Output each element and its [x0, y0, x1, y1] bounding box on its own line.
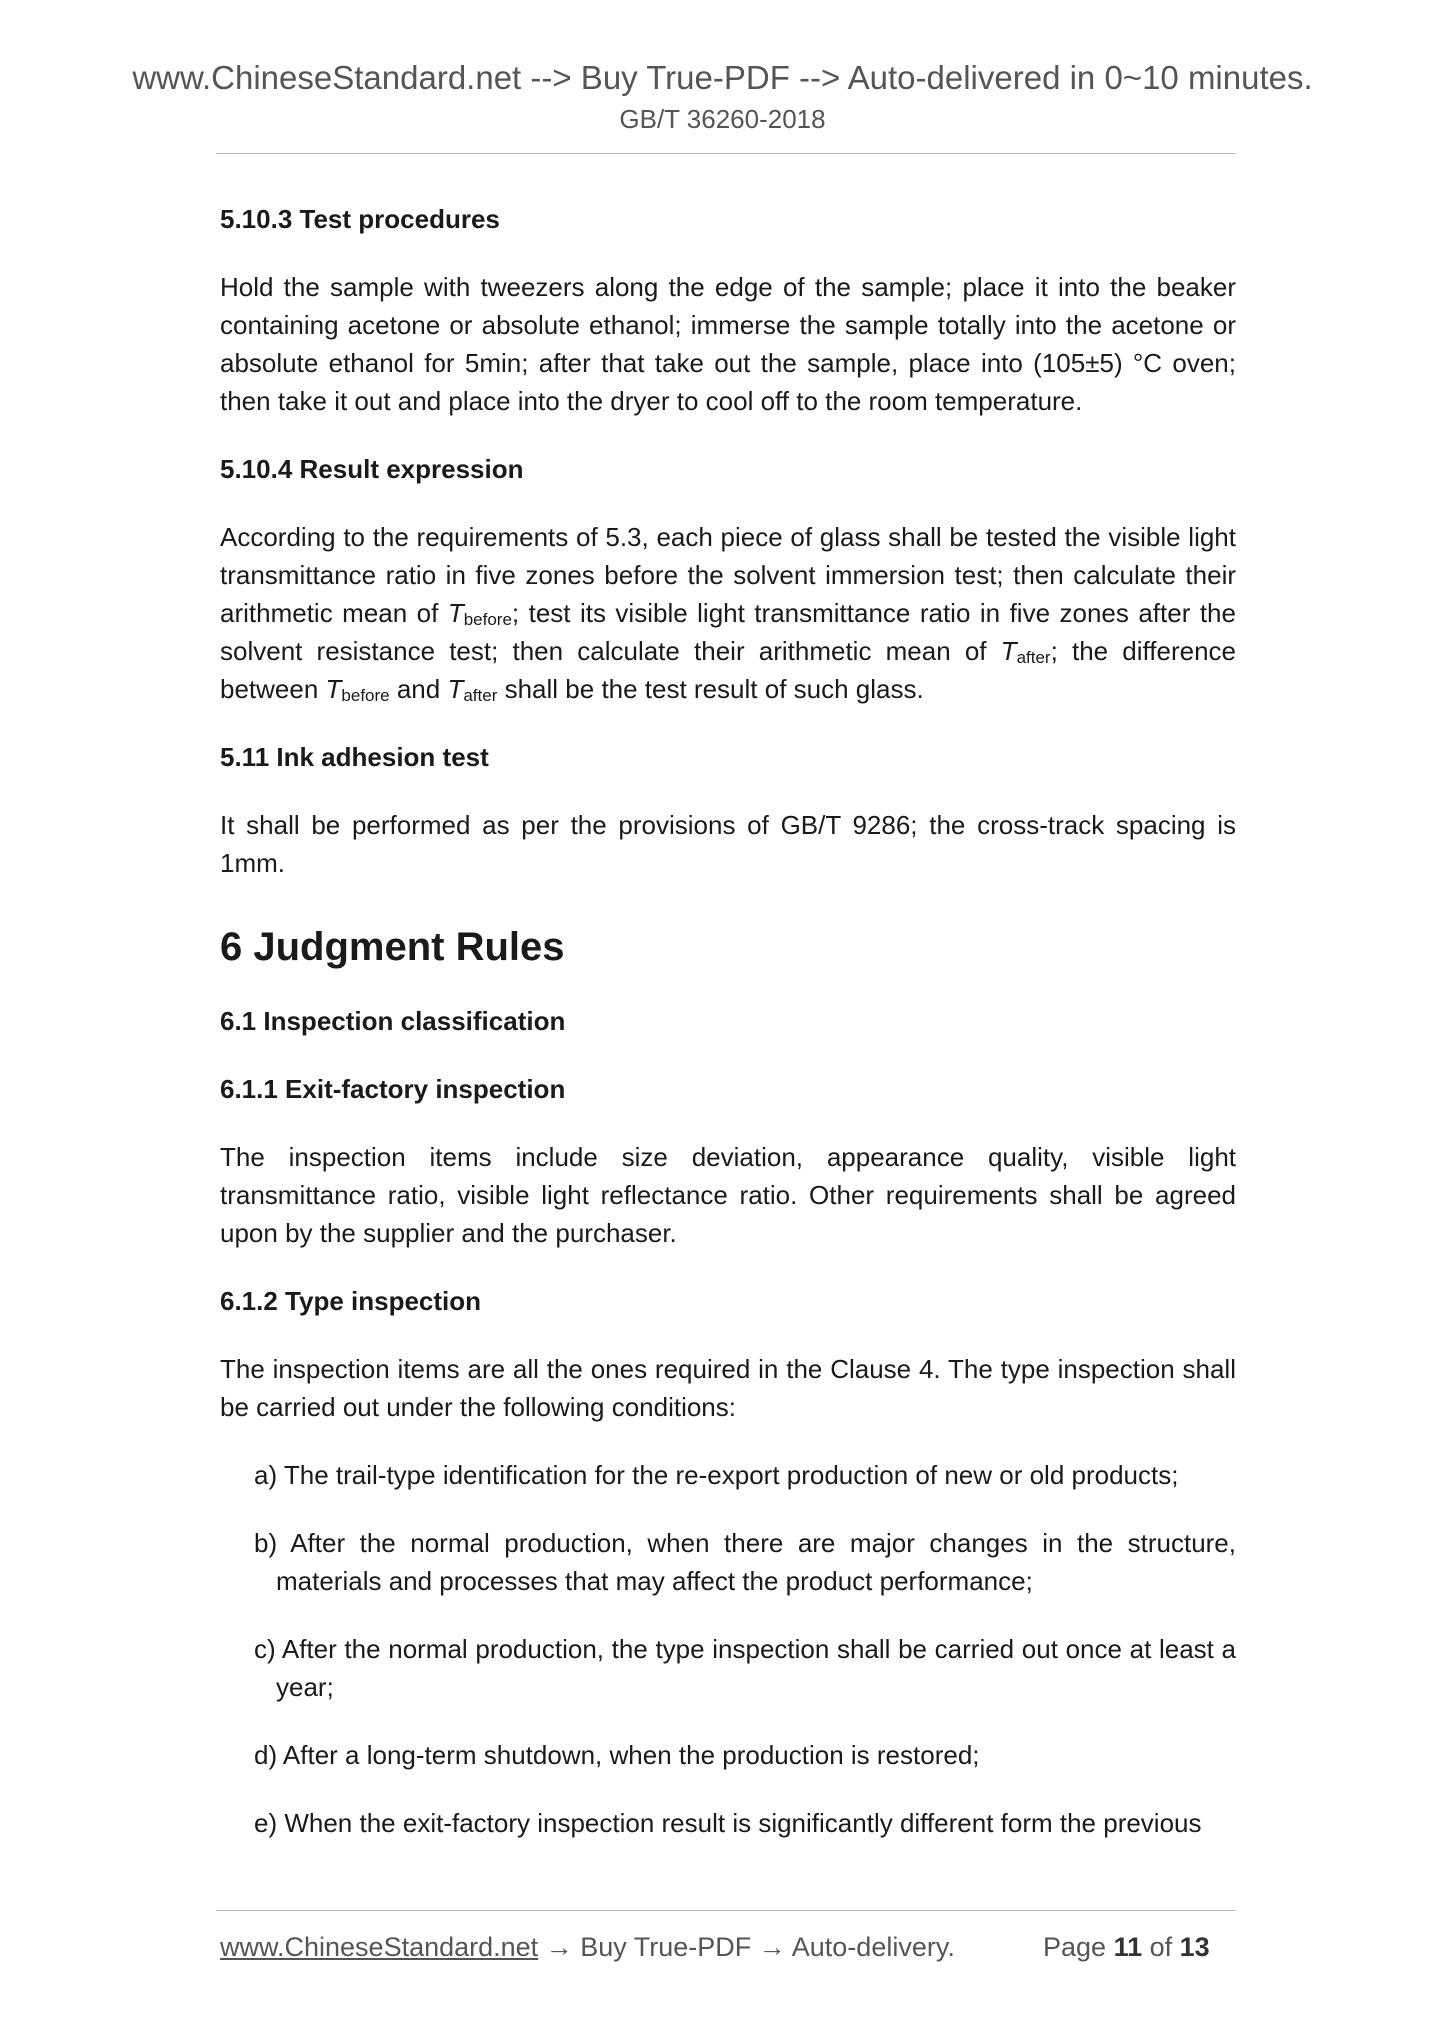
subscript-after: after: [1016, 648, 1051, 667]
heading-6-1: 6.1 Inspection classification: [220, 1006, 566, 1036]
footer-links: [220, 1930, 955, 1964]
footer-delivery-text: Auto-delivery.: [791, 1932, 955, 1962]
heading-5-10-3: 5.10.3 Test procedures: [220, 204, 500, 234]
footer-site-link[interactable]: www.ChineseStandard.net: [220, 1932, 539, 1962]
heading-6-1-1: 6.1.1 Exit-factory inspection: [220, 1074, 566, 1104]
paragraph-5-10-4: According to the requirements of 5.3, each piece of glass shall be tested the visible light transmittance ratio in five zones before the solvent immersion test; then calculate their arithmetic mean of $T_{before}$; test its visible light transmittance ratio in five zones after the solvent resistance test; then calculate their arithmetic mean of $T_{after}$; the difference between $T_{before}$ and $T_{after}$ shall be the test result of such glass.: [220, 522, 1236, 705]
subscript-before: before: [463, 610, 512, 629]
paragraph-5-11: It shall be performed as per the provisions of GB/T 9286; the cross-track spacing is 1mm.: [220, 810, 1236, 878]
t-symbol: T: [447, 674, 464, 704]
paragraph-6-1-1: The inspection items include size deviation, appearance quality, visible light transmittance ratio, visible light reflectance ratio. Other requirements shall be agreed upon by the supplier and the purchaser.: [220, 1142, 1236, 1248]
heading-5-10-4: 5.10.4 Result expression: [220, 454, 524, 484]
list-item-a: a) The trail-type identification for the re-export production of new or old products;: [254, 1460, 1179, 1490]
arrow-icon: →: [751, 1932, 792, 1962]
page-indicator: Page 11 of 13: [1043, 1932, 1210, 1962]
paragraph-5-10-3: Hold the sample with tweezers along the edge of the sample; place it into the beaker containing acetone or absolute ethanol; immerse the sample totally into the acetone or absolute ethanol for 5min; after that take out the sample, place into (105±5) °C oven; then take it out and place into the dryer to cool off to the room temperature.: [220, 272, 1236, 416]
subscript-after: after: [463, 686, 498, 705]
footer-buy-text: Buy True-PDF: [580, 1932, 752, 1962]
list-item-c: c) After the normal production, the type inspection shall be carried out once at least a year;: [254, 1634, 1236, 1702]
t-symbol: T: [1000, 636, 1017, 666]
subscript-before: before: [341, 686, 390, 705]
page-number: 11: [1113, 1932, 1143, 1962]
header-divider: [216, 153, 1236, 154]
t-symbol: T: [447, 598, 464, 628]
page-total: 13: [1179, 1932, 1210, 1962]
arrow-icon: →: [538, 1932, 581, 1962]
list-item-b: b) After the normal production, when there are major changes in the structure, materials and processes that may affect the product performance;: [254, 1528, 1236, 1596]
list-item-d: d) After a long-term shutdown, when the production is restored;: [254, 1740, 980, 1770]
header-banner: www.ChineseStandard.net --> Buy True-PDF --> Auto-delivered in 0~10 minutes.: [132, 59, 1313, 96]
t-symbol: T: [325, 674, 342, 704]
footer-divider: [216, 1910, 1236, 1911]
heading-6-1-2: 6.1.2 Type inspection: [220, 1286, 482, 1316]
page-content: [220, 200, 1236, 1842]
standard-number: GB/T 36260-2018: [619, 104, 826, 134]
list-item-e: e) When the exit-factory inspection result is significantly different form the previous: [254, 1808, 1202, 1838]
heading-5-11: 5.11 Ink adhesion test: [220, 742, 489, 772]
heading-6: 6 Judgment Rules: [220, 925, 565, 969]
paragraph-6-1-2: The inspection items are all the ones required in the Clause 4. The type inspection shall be carried out under the following conditions:: [220, 1354, 1236, 1422]
